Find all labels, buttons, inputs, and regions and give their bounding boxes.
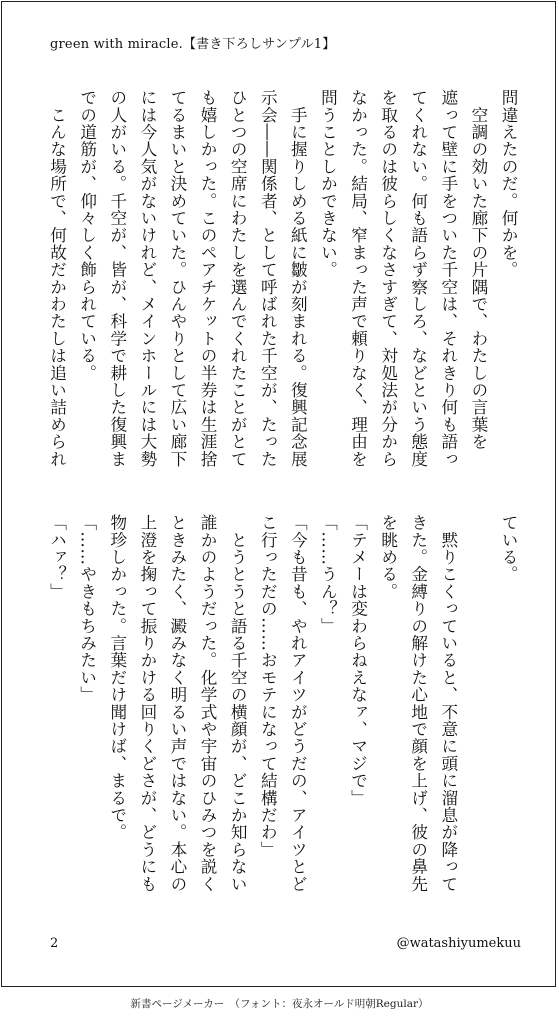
text-line: てくれない。何も語らず察しろ、などという態度 bbox=[408, 89, 428, 468]
text-line: での道筋が、仰々しく飾られている。 bbox=[77, 89, 97, 382]
text-line: 「ハァ？」 bbox=[47, 514, 67, 600]
text-line: 上澄を掬って振りかける回りくどさが、どうにも bbox=[137, 514, 157, 893]
text-line: には今人気がないけれど、メインホールには大勢 bbox=[137, 89, 157, 468]
text-line: 問うことしかできない。 bbox=[318, 89, 338, 279]
text-line bbox=[463, 514, 493, 894]
text-line: 「……やきもちみたい」 bbox=[77, 514, 97, 704]
generator-credit: 新書ページメーカー （フォント：夜永オールド明朝Regular） bbox=[130, 998, 429, 1010]
text-line: 「今も昔も、やれアイツがどうだの、アイツとど bbox=[288, 514, 308, 893]
text-line: 「……うん？」 bbox=[318, 514, 338, 635]
text-line: なかった。結局、窄まった声で頼りなく、理由を bbox=[348, 89, 368, 468]
text-line: の人がいる。千空が、皆が、科学で耕した復興ま bbox=[107, 89, 127, 468]
text-line: とうとうと語る千空の横顔が、どこか知らない bbox=[228, 514, 248, 893]
text-line: 物珍しかった。言葉だけ聞けば、まるで。 bbox=[107, 514, 127, 841]
running-header-title: green with miracle.【書き下ろしサンプル1】 bbox=[50, 37, 336, 52]
text-line: ひとつの空席にわたしを選んでくれたことがとて bbox=[228, 89, 248, 468]
text-line: ている。 bbox=[499, 514, 518, 583]
text-line: 手に握りしめる紙に皺が刻まれる。復興記念展 bbox=[288, 89, 308, 468]
text-line: 遮って壁に手をついた千空は、それきり何も語っ bbox=[438, 89, 458, 468]
text-line: 誰かのようだった。化学式や宇宙のひみつを説く bbox=[198, 514, 218, 893]
page-number: 2 bbox=[50, 936, 59, 951]
text-line: も嬉しかった。このペアチケットの半券は生涯捨 bbox=[198, 89, 218, 468]
text-line: ときみたく、澱みなく明るい声ではない。本心の bbox=[167, 514, 187, 893]
text-line: を取るのは彼らしくなさすぎて、対処法が分から bbox=[378, 89, 398, 468]
text-line: を眺める。 bbox=[378, 514, 398, 600]
text-line: 空調の効いた廊下の片隅で、わたしの言葉を bbox=[468, 89, 488, 451]
text-line: こ行っただの……おモテになって結構だわ」 bbox=[258, 514, 278, 858]
body-text-lower-block bbox=[42, 514, 524, 894]
author-handle: @watashiyumekuu bbox=[396, 936, 521, 951]
text-line: 「テメーは変わらねえなァ、マジで」 bbox=[348, 514, 368, 807]
text-line: てるまいと決めていた。ひんやりとして広い廊下 bbox=[167, 89, 187, 468]
text-line: こんな場所で、何故だかわたしは追い詰められ bbox=[47, 89, 67, 468]
body-text-upper-block bbox=[42, 89, 524, 469]
text-line: きた。金縛りの解けた心地で顔を上げ、彼の鼻先 bbox=[408, 514, 428, 893]
text-line: 問違えたのだ。何かを。 bbox=[499, 89, 518, 279]
text-line: 示会――関係者、として呼ばれた千空が、たった bbox=[258, 89, 278, 468]
text-line: 黙りこくっていると、不意に頭に溜息が降って bbox=[438, 514, 458, 893]
